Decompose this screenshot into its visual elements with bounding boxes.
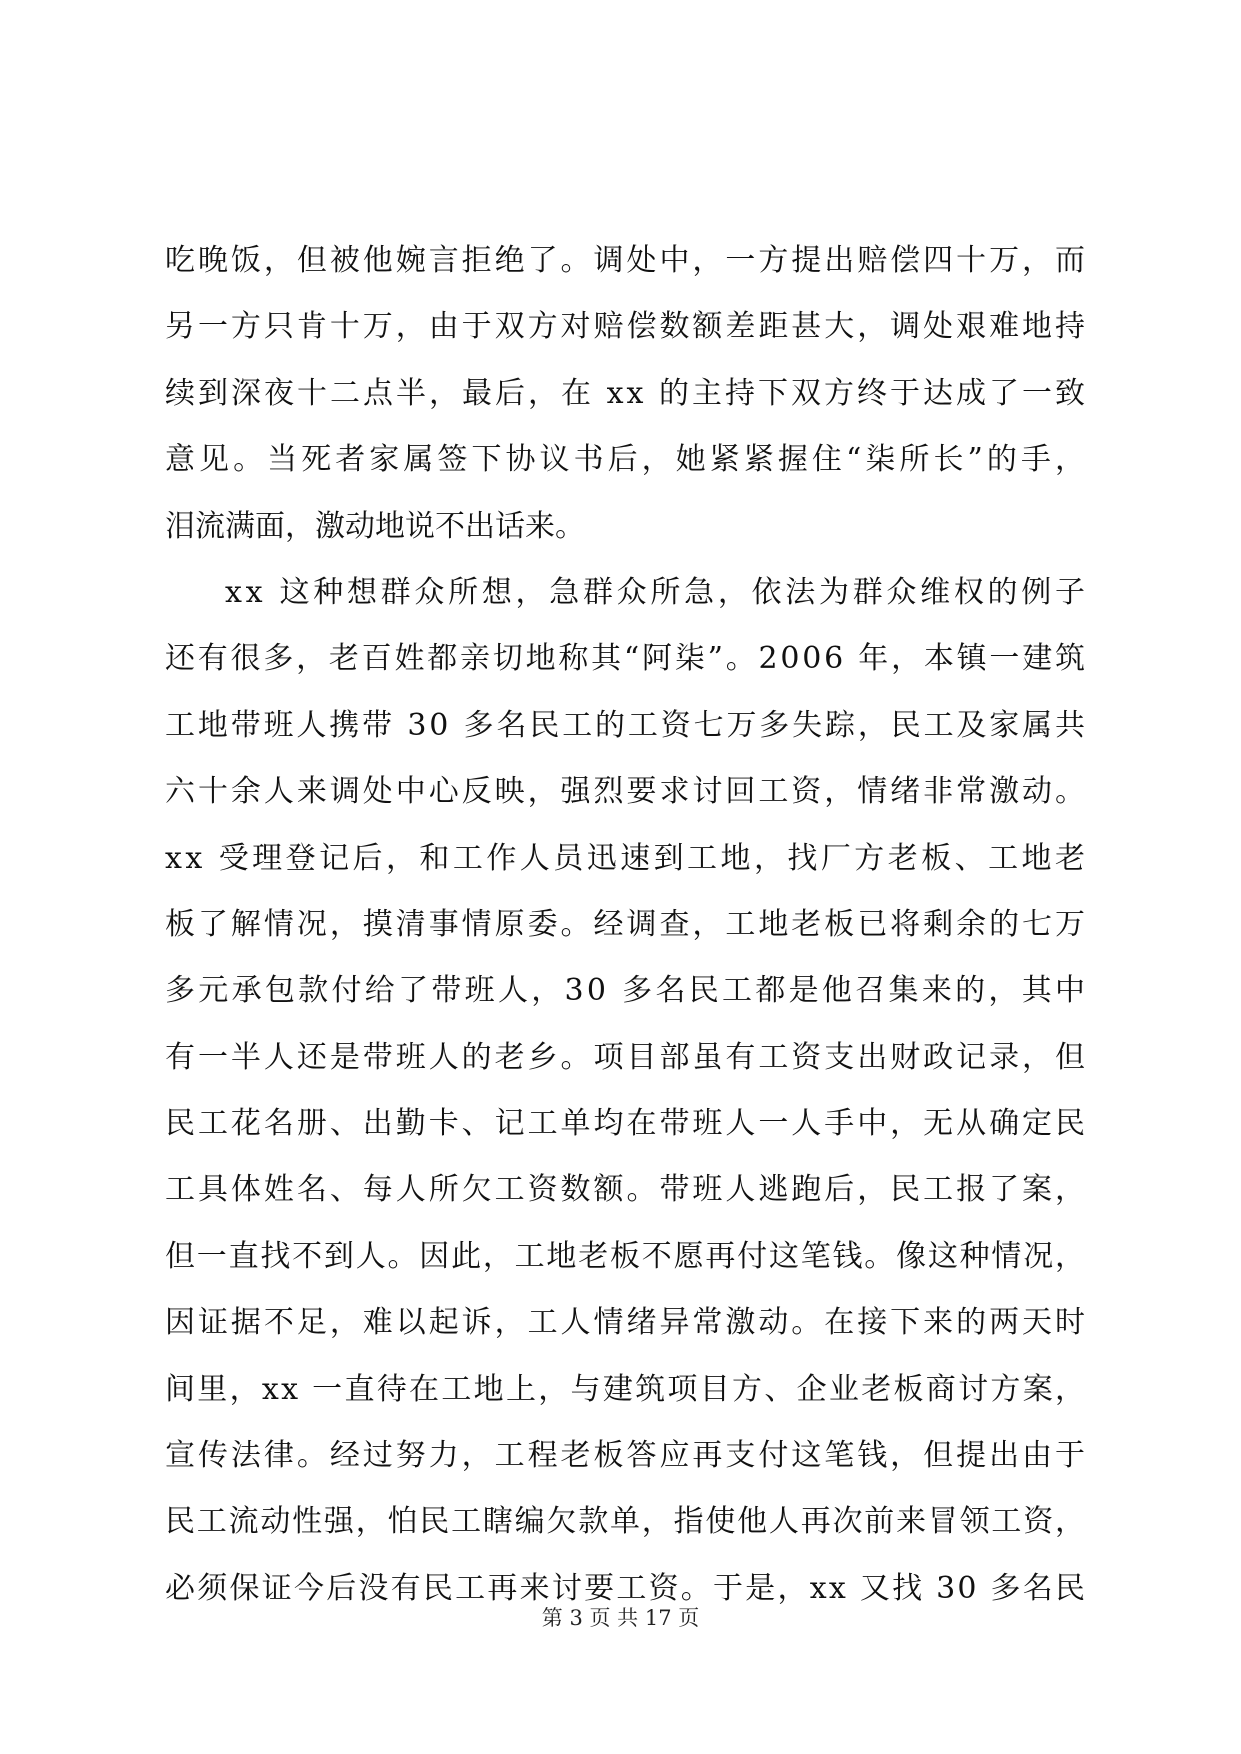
- text-line: 吃晚饭，但被他婉言拒绝了。调处中，一方提出赔偿四十万，而: [165, 243, 1088, 278]
- page-footer: 第 3 页 共 17 页: [541, 1606, 700, 1630]
- text-line: 另一方只肯十万，由于双方对赔偿数额差距甚大，调处艰难地持: [165, 309, 1088, 345]
- text-line: 有一半人还是带班人的老乡。项目部虽有工资支出财政记录，但: [165, 1039, 1088, 1075]
- text-line: 但一直找不到人。因此，工地老板不愿再付这笔钱。像这种情况，: [165, 1238, 1087, 1274]
- text-line: 因证据不足，难以起诉，工人情绪异常激动。在接下来的两天时: [165, 1305, 1088, 1341]
- text-line: xx 这种想群众所想，急群众所急，依法为群众维权的例子: [225, 574, 1089, 610]
- text-line: 还有很多，老百姓都亲切地称其“阿柒”。2006 年，本镇一建筑: [165, 641, 1088, 677]
- text-line: 续到深夜十二点半，最后，在 xx 的主持下双方终于达成了一致: [165, 375, 1088, 411]
- text-line: 意见。当死者家属签下协议书后，她紧紧握住“柒所长”的手，: [165, 442, 1090, 478]
- text-line: 多元承包款付给了带班人，30 多名民工都是他召集来的，其中: [165, 973, 1089, 1009]
- text-line: 泪流满面，激动地说不出话来。: [165, 508, 585, 544]
- text-line: 六十余人来调处中心反映，强烈要求讨回工资，情绪非常激动。: [165, 774, 1088, 810]
- text-line: 工地带班人携带 30 多名民工的工资七万多失踪，民工及家属共: [165, 707, 1088, 743]
- text-line: 民工花名册、出勤卡、记工单均在带班人一人手中，无从确定民: [165, 1106, 1088, 1142]
- text-line: 必须保证今后没有民工再来讨要工资。于是，xx 又找 30 多名民: [165, 1570, 1088, 1606]
- text-line: 宣传法律。经过努力，工程老板答应再支付这笔钱，但提出由于: [165, 1438, 1088, 1474]
- text-line: xx 受理登记后，和工作人员迅速到工地，找厂方老板、工地老: [165, 840, 1089, 876]
- text-line: 板了解情况，摸清事情原委。经调查，工地老板已将剩余的七万: [165, 906, 1088, 942]
- text-line: 工具体姓名、每人所欠工资数额。带班人逃跑后，民工报了案，: [165, 1172, 1088, 1208]
- text-line: 民工流动性强，怕民工瞎编欠款单，指使他人再次前来冒领工资，: [165, 1504, 1087, 1540]
- text-line: 间里，xx 一直待在工地上，与建筑项目方、企业老板商讨方案，: [165, 1371, 1088, 1407]
- body-text: [165, 228, 1090, 1622]
